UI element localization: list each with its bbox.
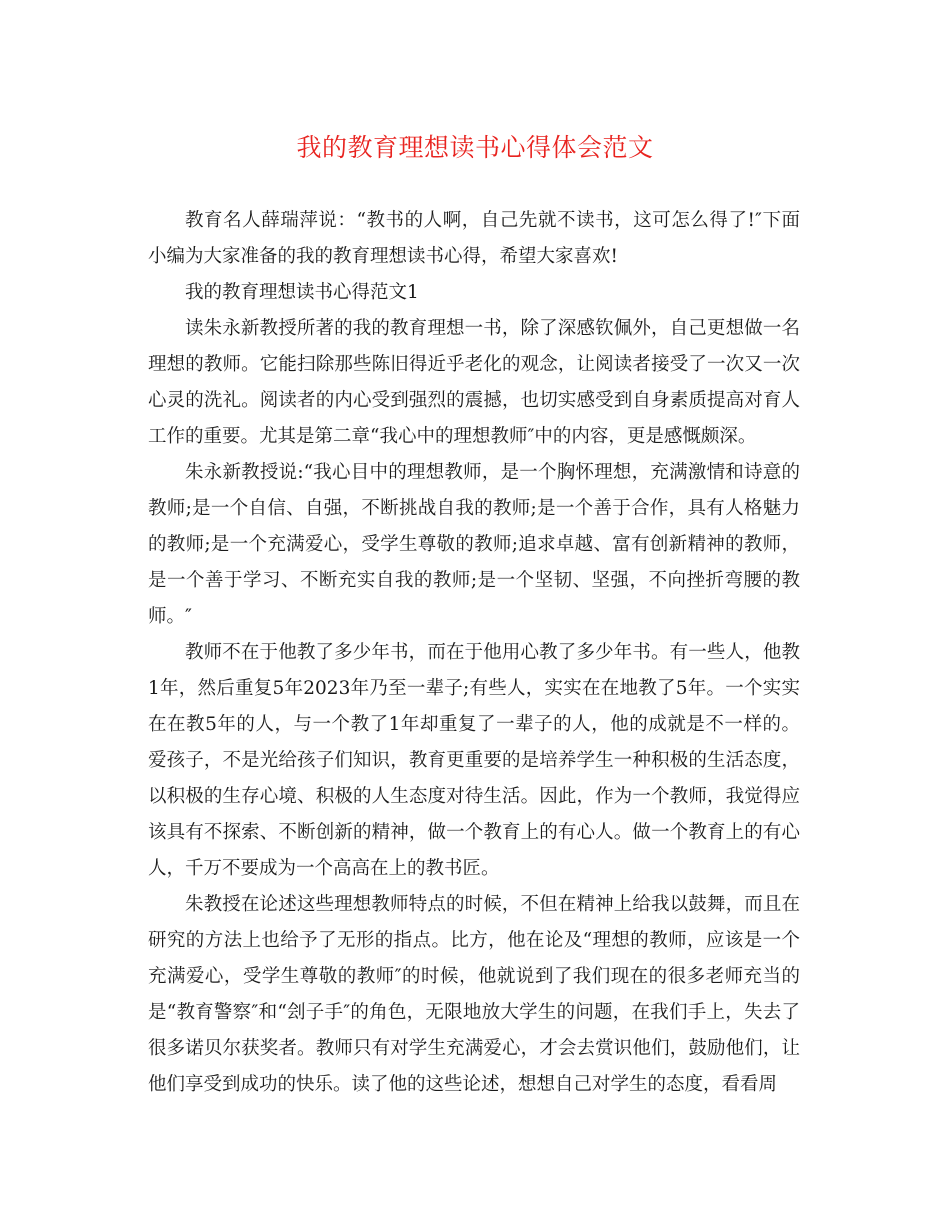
intro-paragraph: 教育名人薛瑞萍说：“教书的人啊，自己先就不读书，这可怎么得了!″下面小编为大家准备的我的教育理想读书心得，希望大家喜欢! xyxy=(148,210,800,267)
body-paragraph: 朱永新教授说:“我心目中的理想教师，是一个胸怀理想，充满激情和诗意的教师;是一个自信、自强，不断挑战自我的教师;是一个善于合作，具有人格魅力的教师;是一个充满爱心，受学生尊敬的教师;追求卓越、富有创新精神的教师，是一个善于学习、不断充实自我的教师;是一个坚韧、坚强，不向挫折弯腰的教师。″ xyxy=(148,462,800,627)
body-paragraph: 教师不在于他教了多少年书，而在于他用心教了多少年书。有一些人，他教1年，然后重复5年2023年乃至一辈子;有些人，实实在在地教了5年。一个实实在在教5年的人，与一个教了1年却重复了一辈子的人，他的成就是不一样的。爱孩子，不是光给孩子们知识，教育更重要的是培养学生一种积极的生活态度，以积极的生存心境、积极的人生态度对待生活。因此，作为一个教师，我觉得应该具有不探索、不断创新的精神，做一个教育上的有心人。做一个教育上的有心人，千万不要成为一个高高在上的教书匠。 xyxy=(148,642,800,879)
body-paragraph: 朱教授在论述这些理想教师特点的时候，不但在精神上给我以鼓舞，而且在研究的方法上也给予了无形的指点。比方，他在论及“理想的教师，应该是一个充满爱心，受学生尊敬的教师″的时候，他就说到了我们现在的很多老师充当的是“教育警察″和“刽子手″的角色，无限地放大学生的问题，在我们手上，失去了很多诺贝尔获奖者。教师只有对学生充满爱心，才会去赏识他们，鼓励他们，让他们享受到成功的快乐。读了他的这些论述，想想自己对学生的态度，看看周 xyxy=(148,894,800,1095)
body-paragraph: 读朱永新教授所著的我的教育理想一书，除了深感钦佩外，自己更想做一名理想的教师。它能扫除那些陈旧得近乎老化的观念，让阅读者接受了一次又一次心灵的洗礼。阅读者的内心受到强烈的震撼，也切实感受到自身素质提高对育人工作的重要。尤其是第二章“我心中的理想教师″中的内容，更是感慨颇深。 xyxy=(148,318,800,447)
document-title: 我的教育理想读书心得体会范文 xyxy=(296,133,654,162)
section-heading: 我的教育理想读书心得范文1 xyxy=(185,282,419,303)
document-body xyxy=(148,203,800,1103)
